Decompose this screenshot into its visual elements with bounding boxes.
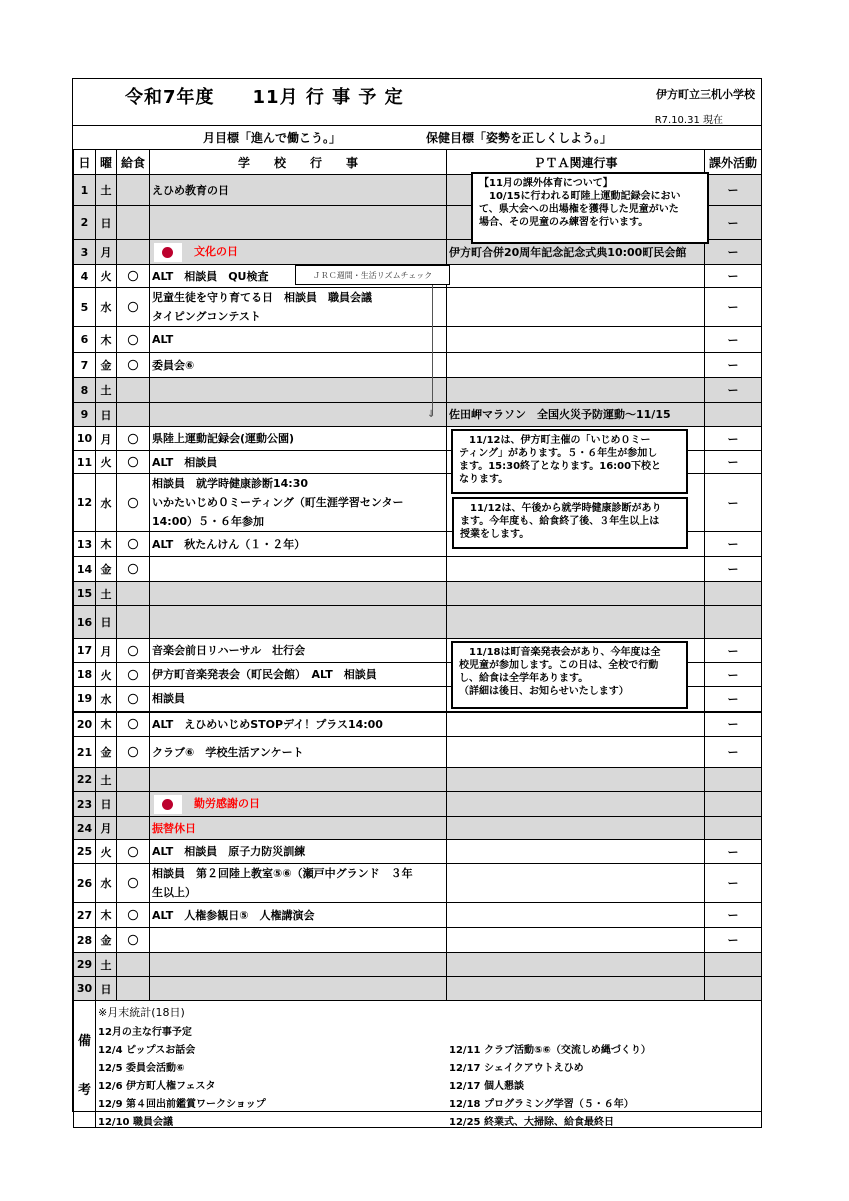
callout-line: て、県大会への出場権を獲得した児童がいた <box>479 204 679 215</box>
extracurricular-cell: ー <box>705 175 762 206</box>
weekday-cell: 土 <box>96 582 117 606</box>
school-event-cell <box>150 378 447 403</box>
lunch-cell: 〇 <box>117 928 150 953</box>
day-cell: 19 <box>74 687 96 712</box>
pta-event-cell: 伊方町合併20周年記念記念式典10:00町民会館 <box>447 240 705 265</box>
day-cell: 12 <box>74 474 96 532</box>
school-event-label: えひめ教育の日 <box>152 183 229 197</box>
lunch-cell: 〇 <box>117 903 150 928</box>
day-cell: 13 <box>74 532 96 557</box>
dec-event: 12/18 プログラミング学習（５・６年） <box>449 1099 634 1110</box>
table-row <box>74 712 762 737</box>
school-event-cell <box>150 864 447 903</box>
extracurricular-cell: ー <box>705 265 762 288</box>
col-header-extracurricular: 課外活動 <box>705 150 762 175</box>
table-row <box>74 768 762 792</box>
weekday-cell: 金 <box>96 353 117 378</box>
notes-label-bottom: 考 <box>77 1083 91 1098</box>
school-event-label: 伊方町音楽発表会（町民会館） ALT 相談員 <box>152 668 377 681</box>
month-stats: ※月末統計(18日) <box>98 1006 185 1019</box>
school-event-text <box>152 307 444 326</box>
callout-line: し、給食は全学年あります。 <box>459 673 589 684</box>
weekday-cell: 水 <box>96 687 117 712</box>
school-event-cell <box>150 451 447 474</box>
school-event-label: クラブ⑥ 学校生活アンケート <box>152 745 304 759</box>
school-event-text <box>152 493 444 512</box>
day-cell: 5 <box>74 288 96 327</box>
pta-event-cell <box>447 327 705 353</box>
school-event-text <box>152 356 444 375</box>
school-event-cell <box>150 903 447 928</box>
day-cell: 29 <box>74 953 96 977</box>
callout-line: ます。今年度も、給食終了後、３年生以上は <box>460 516 660 527</box>
callout-line: 11/12は、午後から就学時健康診断があり <box>460 503 662 514</box>
weekday-cell: 水 <box>96 864 117 903</box>
school-event-text <box>152 453 444 472</box>
pta-event-cell <box>447 792 705 817</box>
school-event-text <box>152 864 444 883</box>
weekday-cell: 木 <box>96 532 117 557</box>
japan-flag-icon <box>154 795 182 814</box>
day-cell: 7 <box>74 353 96 378</box>
day-cell: 8 <box>74 378 96 403</box>
day-cell: 25 <box>74 840 96 864</box>
as-of-date: R7.10.31 現在 <box>654 115 723 126</box>
extracurricular-cell: ー <box>705 353 762 378</box>
table-row <box>74 378 762 403</box>
school-event-label: 相談員 第２回陸上教室⑤⑥（瀬戸中グランド ３年 <box>152 867 413 880</box>
col-header-day: 日 <box>74 150 96 175</box>
school-event-text <box>152 288 444 307</box>
day-cell: 23 <box>74 792 96 817</box>
school-event-label: ALT <box>152 333 174 346</box>
school-event-text <box>152 906 444 925</box>
weekday-cell: 月 <box>96 427 117 451</box>
lunch-cell <box>117 817 150 840</box>
callout-line: 授業をします。 <box>460 529 530 540</box>
school-event-text <box>152 819 444 838</box>
school-event-cell <box>150 928 447 953</box>
weekday-cell: 水 <box>96 288 117 327</box>
school-event-label: 相談員 <box>152 692 185 706</box>
table-row <box>74 557 762 582</box>
japan-flag-icon <box>154 243 182 262</box>
callout-line: 校児童が参加します。この日は、全校で行動 <box>459 660 659 671</box>
lunch-cell <box>117 403 150 427</box>
weekday-cell: 日 <box>96 792 117 817</box>
pta-event-cell <box>447 903 705 928</box>
day-cell: 15 <box>74 582 96 606</box>
school-event-text <box>152 429 444 448</box>
callout-line: なります。 <box>459 474 509 485</box>
day-cell: 22 <box>74 768 96 792</box>
school-event-label: ALT 人権参観日⑤ 人権講演会 <box>152 908 315 922</box>
callout-line: ます。15:30終了となります。16:00下校と <box>459 461 662 472</box>
school-name: 伊方町立三机小学校 <box>656 88 755 101</box>
callout-line: ティング」があります。５・６年生が参加し <box>459 448 658 459</box>
col-header-weekday: 曜 <box>96 150 117 175</box>
school-event-cell <box>150 977 447 1001</box>
day-cell: 14 <box>74 557 96 582</box>
lunch-cell: 〇 <box>117 353 150 378</box>
school-event-cell <box>150 175 447 206</box>
school-event-text <box>152 794 444 814</box>
extracurricular-cell: ー <box>705 712 762 737</box>
table-row <box>74 792 762 817</box>
school-event-cell <box>150 606 447 639</box>
lunch-cell <box>117 378 150 403</box>
school-event-cell <box>150 327 447 353</box>
day-cell: 24 <box>74 817 96 840</box>
pta-event-cell <box>447 840 705 864</box>
school-event-cell <box>150 840 447 864</box>
table-row <box>74 288 762 327</box>
extracurricular-cell: ー <box>705 451 762 474</box>
pta-event-cell <box>447 557 705 582</box>
school-event-text <box>152 665 444 684</box>
school-event-cell <box>150 427 447 451</box>
extracurricular-cell <box>705 977 762 1001</box>
lunch-cell <box>117 240 150 265</box>
extracurricular-cell <box>705 582 762 606</box>
callout-line: 11/12は、伊方町主催の「いじめ０ミー <box>459 435 651 446</box>
table-row <box>74 817 762 840</box>
col-header-pta-events: ＰＴＡ関連行事 <box>447 150 705 175</box>
school-event-cell <box>150 687 447 712</box>
callout-health-check <box>452 497 688 549</box>
school-event-cell <box>150 403 447 427</box>
school-event-cell <box>150 792 447 817</box>
extracurricular-cell: ー <box>705 288 762 327</box>
notes-label <box>74 1001 96 1128</box>
day-cell: 28 <box>74 928 96 953</box>
notes-label-top: 備 <box>77 1034 91 1049</box>
school-event-cell <box>150 712 447 737</box>
extracurricular-cell: ー <box>705 663 762 687</box>
school-event-label: 音楽会前日リハーサル 壮行会 <box>152 644 306 657</box>
day-cell: 26 <box>74 864 96 903</box>
lunch-cell: 〇 <box>117 639 150 663</box>
dec-event: 12/17 シェイクアウトえひめ <box>449 1063 584 1074</box>
weekday-cell: 日 <box>96 403 117 427</box>
lunch-cell: 〇 <box>117 451 150 474</box>
school-event-label: 勤労感謝の日 <box>194 797 260 811</box>
extracurricular-cell <box>705 953 762 977</box>
pta-event-cell <box>447 928 705 953</box>
lunch-cell: 〇 <box>117 532 150 557</box>
dec-event: 12/11 クラブ活動⑤⑥（交流しめ縄づくり） <box>449 1045 651 1056</box>
extracurricular-cell: ー <box>705 928 762 953</box>
school-event-label: ALT 秋たんけん（１・２年） <box>152 537 306 551</box>
school-event-label: 振替休日 <box>152 821 196 835</box>
december-heading: 12月の主な行事予定 <box>98 1027 192 1038</box>
table-row <box>74 864 762 903</box>
school-event-cell <box>150 582 447 606</box>
weekday-cell: 日 <box>96 606 117 639</box>
extracurricular-cell: ー <box>705 903 762 928</box>
pta-event-cell <box>447 606 705 639</box>
table-row <box>74 353 762 378</box>
period-arrow-line <box>432 285 433 415</box>
extracurricular-cell <box>705 817 762 840</box>
extracurricular-cell: ー <box>705 240 762 265</box>
table-row <box>74 606 762 639</box>
day-cell: 18 <box>74 663 96 687</box>
col-header-lunch: 給食 <box>117 150 150 175</box>
weekday-cell: 水 <box>96 474 117 532</box>
table-header <box>74 150 762 175</box>
table-row <box>74 977 762 1001</box>
callout-line: 【11月の課外体育について】 <box>479 178 613 189</box>
extracurricular-cell: ー <box>705 532 762 557</box>
jrc-week-label: ＪＲＣ週間・生活リズムチェック <box>295 265 450 285</box>
weekday-cell: 日 <box>96 206 117 240</box>
weekday-cell: 月 <box>96 639 117 663</box>
extracurricular-cell <box>705 403 762 427</box>
dec-event: 12/17 個人懇談 <box>449 1081 524 1092</box>
weekday-cell: 土 <box>96 768 117 792</box>
table-row <box>74 582 762 606</box>
day-cell: 4 <box>74 265 96 288</box>
school-event-text <box>152 474 444 493</box>
callout-extracurricular-pe <box>471 172 709 244</box>
weekday-cell: 日 <box>96 977 117 1001</box>
school-event-text <box>152 883 444 902</box>
table-row <box>74 840 762 864</box>
dec-event: 12/10 職員会議 <box>98 1117 173 1128</box>
pta-event-cell: 佐田岬マラソン 全国火災予防運動～11/15 <box>447 403 705 427</box>
school-event-label: 文化の日 <box>194 245 238 259</box>
pta-event-cell <box>447 712 705 737</box>
day-cell: 10 <box>74 427 96 451</box>
pta-event-cell <box>447 864 705 903</box>
pta-event-cell <box>447 737 705 768</box>
goals-bar <box>73 127 761 151</box>
lunch-cell <box>117 582 150 606</box>
lunch-cell: 〇 <box>117 427 150 451</box>
day-cell: 6 <box>74 327 96 353</box>
pta-event-cell <box>447 953 705 977</box>
day-cell: 2 <box>74 206 96 240</box>
notes-row <box>74 1001 762 1128</box>
school-event-text <box>152 535 444 554</box>
lunch-cell: 〇 <box>117 288 150 327</box>
school-event-cell <box>150 737 447 768</box>
schedule-table <box>73 149 762 1128</box>
lunch-cell <box>117 768 150 792</box>
extracurricular-cell: ー <box>705 557 762 582</box>
school-event-cell <box>150 474 447 532</box>
lunch-cell: 〇 <box>117 840 150 864</box>
lunch-cell: 〇 <box>117 737 150 768</box>
day-cell: 11 <box>74 451 96 474</box>
callout-line: 場合、その児童のみ練習を行います。 <box>479 217 649 228</box>
school-event-label: ALT 相談員 QU検査 <box>152 269 269 283</box>
school-event-cell <box>150 288 447 327</box>
pta-event-cell <box>447 378 705 403</box>
day-cell: 27 <box>74 903 96 928</box>
weekday-cell: 木 <box>96 903 117 928</box>
pta-event-cell <box>447 768 705 792</box>
table-row <box>74 327 762 353</box>
pta-event-cell <box>447 353 705 378</box>
day-cell: 20 <box>74 712 96 737</box>
school-event-cell <box>150 953 447 977</box>
callout-line: 11/18は町音楽発表会があり、今年度は全 <box>459 647 661 658</box>
school-event-label: いかたいじめ０ミーティング（町生涯学習センター <box>152 496 404 509</box>
table-row <box>74 903 762 928</box>
school-event-cell <box>150 557 447 582</box>
lunch-cell <box>117 175 150 206</box>
callout-music-festival <box>451 641 688 709</box>
dec-event: 12/6 伊方町人権フェスタ <box>98 1081 216 1092</box>
pta-event-cell <box>447 977 705 1001</box>
table-row <box>74 403 762 427</box>
callout-line: （詳細は後日、お知らせいたします） <box>459 686 629 697</box>
day-cell: 1 <box>74 175 96 206</box>
weekday-cell: 金 <box>96 557 117 582</box>
school-event-label: ALT 相談員 原子力防災訓練 <box>152 845 306 858</box>
monthly-goal: 月目標「進んで働こう。」 <box>203 131 342 145</box>
lunch-cell: 〇 <box>117 557 150 582</box>
day-cell: 16 <box>74 606 96 639</box>
day-cell: 30 <box>74 977 96 1001</box>
extracurricular-cell: ー <box>705 427 762 451</box>
extracurricular-cell: ー <box>705 327 762 353</box>
lunch-cell: 〇 <box>117 864 150 903</box>
weekday-cell: 月 <box>96 240 117 265</box>
lunch-cell <box>117 953 150 977</box>
health-goal: 保健目標「姿勢を正しくしよう。」 <box>426 131 613 145</box>
table-row <box>74 737 762 768</box>
school-event-cell <box>150 532 447 557</box>
pta-event-cell <box>447 288 705 327</box>
table-row <box>74 953 762 977</box>
weekday-cell: 木 <box>96 327 117 353</box>
school-event-cell <box>150 768 447 792</box>
school-event-text <box>152 641 444 660</box>
lunch-cell: 〇 <box>117 474 150 532</box>
weekday-cell: 火 <box>96 265 117 288</box>
extracurricular-cell <box>705 606 762 639</box>
extracurricular-cell: ー <box>705 378 762 403</box>
lunch-cell <box>117 977 150 1001</box>
school-event-cell <box>150 353 447 378</box>
weekday-cell: 木 <box>96 712 117 737</box>
extracurricular-cell: ー <box>705 864 762 903</box>
lunch-cell: 〇 <box>117 712 150 737</box>
lunch-cell <box>117 792 150 817</box>
pta-event-cell <box>447 817 705 840</box>
weekday-cell: 土 <box>96 953 117 977</box>
arrow-down-icon: ↓ <box>427 409 436 420</box>
table-row <box>74 928 762 953</box>
extracurricular-cell <box>705 768 762 792</box>
dec-event: 12/4 ピップスお話会 <box>98 1045 196 1056</box>
school-event-label: 県陸上運動記録会(運動公園) <box>152 432 295 445</box>
lunch-cell: 〇 <box>117 663 150 687</box>
pta-event-cell <box>447 582 705 606</box>
school-event-label: ALT えひめいじめSTOPデイ！プラス14:00 <box>152 717 383 731</box>
school-event-cell <box>150 639 447 663</box>
school-event-text <box>152 330 444 349</box>
school-event-text <box>152 181 444 200</box>
school-event-label: 14:00）５・６年参加 <box>152 515 265 528</box>
school-event-label: 生以上） <box>152 886 196 899</box>
school-event-cell <box>150 663 447 687</box>
school-event-label: 委員会⑥ <box>152 358 195 372</box>
lunch-cell: 〇 <box>117 265 150 288</box>
callout-line: 10/15に行われる町陸上運動記録会におい <box>479 191 681 202</box>
callout-bullying-meeting <box>451 429 688 494</box>
extracurricular-cell: ー <box>705 639 762 663</box>
weekday-cell: 土 <box>96 175 117 206</box>
extracurricular-cell: ー <box>705 206 762 240</box>
divider <box>73 125 761 126</box>
day-cell: 17 <box>74 639 96 663</box>
school-event-text <box>152 689 444 708</box>
col-header-school-events: 学 校 行 事 <box>150 150 447 175</box>
lunch-cell <box>117 606 150 639</box>
school-event-text <box>152 743 444 762</box>
extracurricular-cell <box>705 792 762 817</box>
weekday-cell: 土 <box>96 378 117 403</box>
pta-event-cell <box>447 265 705 288</box>
school-event-cell <box>150 206 447 240</box>
school-event-text <box>152 715 444 734</box>
extracurricular-cell: ー <box>705 474 762 532</box>
weekday-cell: 金 <box>96 737 117 768</box>
day-cell: 21 <box>74 737 96 768</box>
extracurricular-cell: ー <box>705 687 762 712</box>
school-event-text <box>152 242 444 262</box>
school-event-label: タイピングコンテスト <box>152 310 261 323</box>
weekday-cell: 金 <box>96 928 117 953</box>
school-event-cell <box>150 817 447 840</box>
dec-event: 12/9 第４回出前鑑賞ワークショップ <box>98 1099 266 1110</box>
school-event-text <box>152 512 444 531</box>
dec-event: 12/25 終業式、大掃除、給食最終日 <box>449 1117 614 1128</box>
weekday-cell: 火 <box>96 663 117 687</box>
extracurricular-cell: ー <box>705 840 762 864</box>
extracurricular-cell: ー <box>705 737 762 768</box>
page-title: 令和7年度 11月 行 事 予 定 <box>125 87 404 108</box>
day-cell: 3 <box>74 240 96 265</box>
school-event-text <box>152 842 444 861</box>
school-event-label: 相談員 就学時健康診断14:30 <box>152 477 309 490</box>
notes-body <box>96 1001 761 1127</box>
dec-event: 12/5 委員会活動⑥ <box>98 1063 185 1074</box>
lunch-cell <box>117 206 150 240</box>
lunch-cell: 〇 <box>117 687 150 712</box>
schedule-page <box>72 78 762 1128</box>
day-cell: 9 <box>74 403 96 427</box>
school-event-label: ALT 相談員 <box>152 455 218 469</box>
school-event-cell <box>150 240 447 265</box>
school-event-label: 児童生徒を守り育てる日 相談員 職員会議 <box>152 291 372 304</box>
weekday-cell: 火 <box>96 451 117 474</box>
weekday-cell: 月 <box>96 817 117 840</box>
weekday-cell: 火 <box>96 840 117 864</box>
lunch-cell: 〇 <box>117 327 150 353</box>
